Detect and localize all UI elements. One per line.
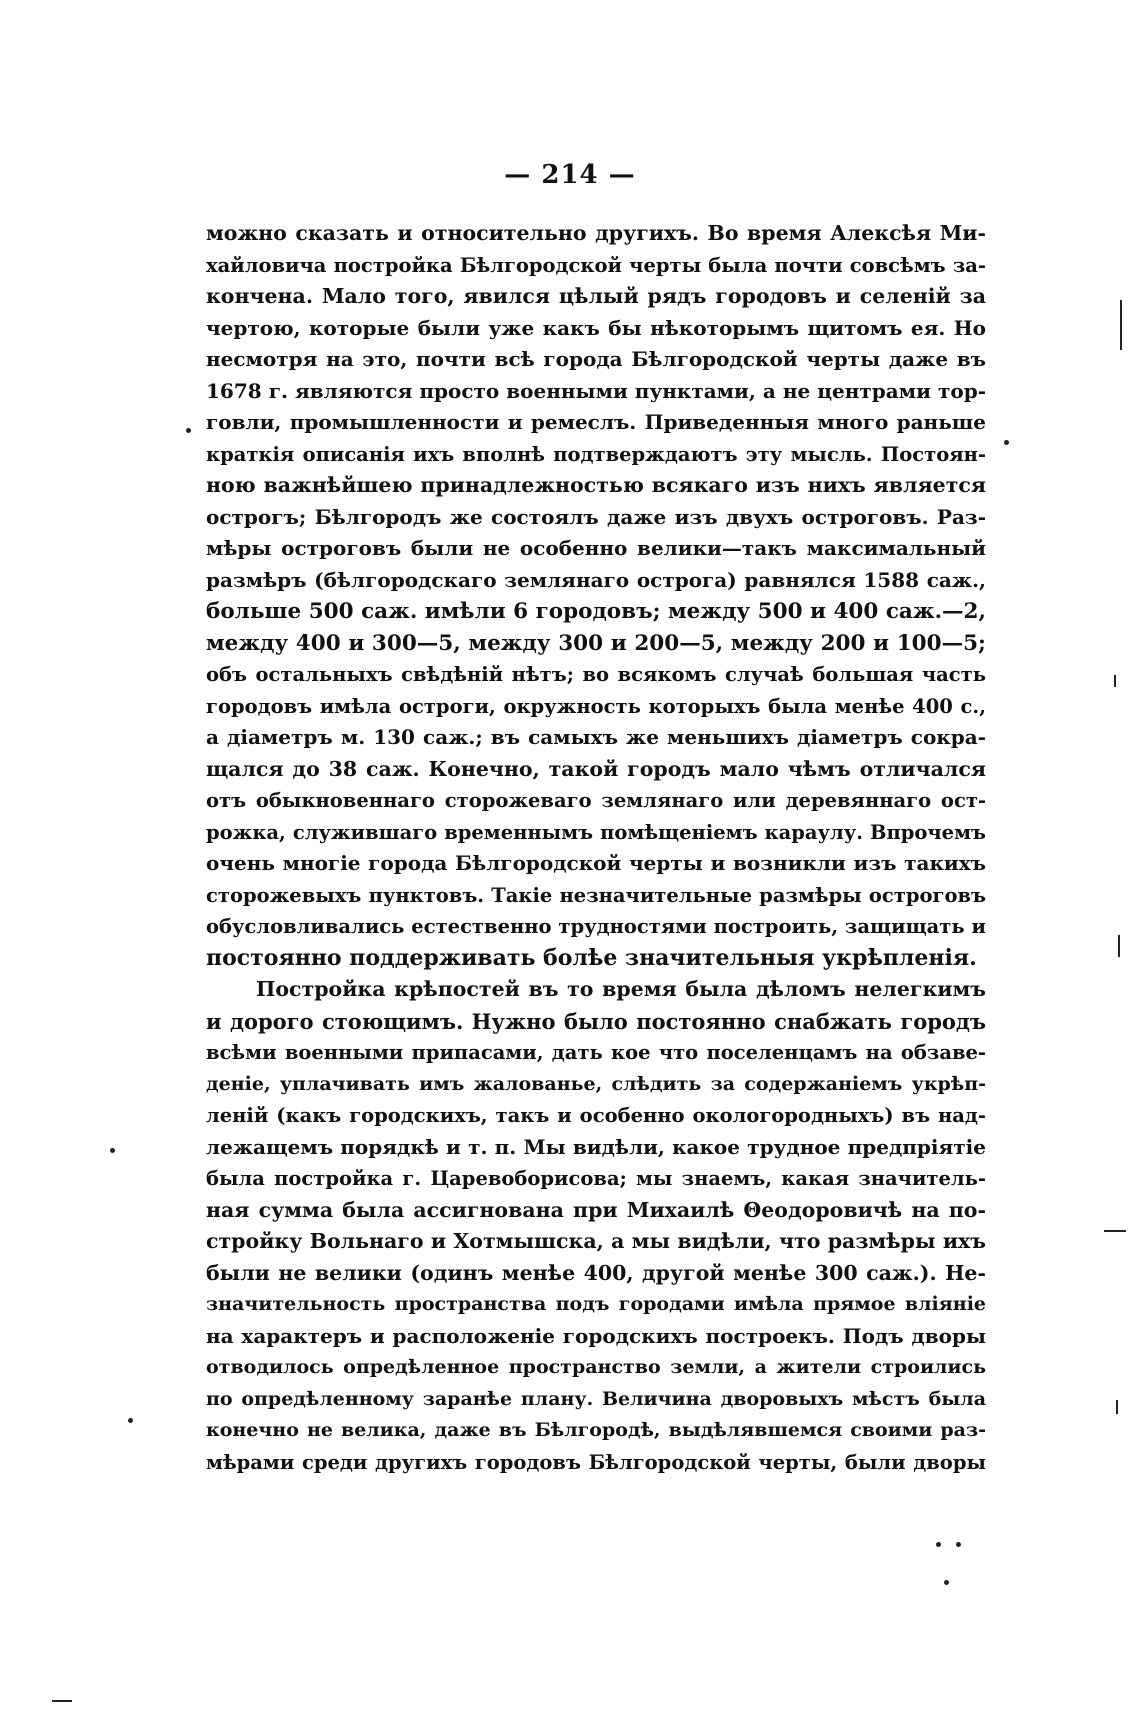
scan-artifact <box>1116 1400 1118 1414</box>
text-line: были не велики (одинъ менѣе 400, другой менѣе 300 саж.). Не- <box>206 1260 986 1285</box>
text-line: мѣры остроговъ были не особенно велики—такъ максимальный <box>206 536 986 560</box>
body-text <box>206 218 986 1478</box>
text-line: рожка, служившаго временнымъ помѣщеніемъ караулу. Впрочемъ <box>206 820 986 844</box>
text-line: а діаметръ м. 130 саж.; въ самыхъ же меньшихъ діаметръ сокра- <box>206 725 986 749</box>
text-line: на характеръ и расположеніе городскихъ построекъ. Подъ дворы <box>206 1323 986 1348</box>
text-line: отъ обыкновеннаго сторожеваго землянаго или деревяннаго ост- <box>206 789 986 812</box>
text-line: краткія описанія ихъ вполнѣ подтверждаютъ эту мысль. Постоян- <box>206 442 986 466</box>
text-line: можно сказать и относительно другихъ. Во время Алексѣя Ми- <box>206 221 986 245</box>
text-line: размѣръ (бѣлгородскаго землянаго острога) равнялся 1588 саж., <box>206 567 986 592</box>
scan-artifact <box>944 1580 949 1585</box>
scan-artifact <box>1114 675 1116 687</box>
text-line: мѣрами среди другихъ городовъ Бѣлгородской черты, были дворы <box>206 1450 986 1474</box>
text-line: значительность пространства подъ городами имѣла прямое вліяніе <box>206 1293 986 1315</box>
text-line: очень многіе города Бѣлгородской черты и возникли изъ такихъ <box>206 851 986 875</box>
page-number: — 214 — <box>504 160 636 190</box>
text-line: кончена. Мало того, явился цѣлый рядъ городовъ и селеній за <box>206 284 986 308</box>
text-line: объ остальныхъ свѣдѣній нѣтъ; во всякомъ случаѣ большая часть <box>206 663 986 686</box>
text-line: обусловливались естественно трудностями построить, защищать и <box>206 915 986 938</box>
paragraph-2 <box>206 974 986 1478</box>
text-line: лежащемъ порядкѣ и т. п. Мы видѣли, какое трудное предпріятіе <box>206 1134 986 1159</box>
text-line: щался до 38 саж. Конечно, такой городъ мало чѣмъ отличался <box>206 756 986 781</box>
scan-artifact <box>128 1418 133 1423</box>
text-line: между 400 и 300—5, между 300 и 200—5, между 200 и 100—5; <box>206 630 986 656</box>
text-line: Постройка крѣпостей въ то время была дѣломъ нелегкимъ <box>256 977 986 1001</box>
text-line: острогъ; Бѣлгородъ же состоялъ даже изъ двухъ остроговъ. Раз- <box>206 504 986 529</box>
scan-artifact <box>110 1148 115 1153</box>
scan-artifact <box>52 1700 72 1702</box>
text-line: конечно не велика, даже въ Бѣлгородѣ, выдѣлявшемся своими раз- <box>206 1419 986 1441</box>
text-line: ною важнѣйшею принадлежностью всякаго изъ нихъ является <box>206 473 986 497</box>
text-line: чертою, которые были уже какъ бы нѣкоторымъ щитомъ ея. Но <box>206 315 986 340</box>
scan-artifact <box>1118 935 1120 957</box>
text-line: говли, промышленности и ремеслъ. Приведенныя много раньше <box>206 410 986 434</box>
scan-artifact <box>936 1542 941 1547</box>
text-line: сторожевыхъ пунктовъ. Такіе незначительные размѣры остроговъ <box>206 883 986 907</box>
text-line: и дорого стоющимъ. Нужно было постоянно снабжать городъ <box>206 1008 986 1034</box>
text-line: постоянно поддерживать болѣе значительныя укрѣпленія. <box>206 944 977 971</box>
scan-artifact <box>1104 1230 1126 1232</box>
text-line: была постройка г. Царевоборисова; мы знаемъ, какая значитель- <box>206 1167 986 1190</box>
text-line: деніе, уплачивать имъ жалованье, слѣдить за содержаніемъ укрѣп- <box>206 1072 986 1095</box>
text-line: несмотря на это, почти всѣ города Бѣлгородской черты даже въ <box>206 347 986 371</box>
text-line: хайловича постройка Бѣлгородской черты была почти совсѣмъ за- <box>206 253 986 277</box>
scan-artifact <box>956 1542 961 1547</box>
scan-artifact <box>1120 300 1122 350</box>
text-line: отводилось опредѣленное пространство земли, а жители строились <box>206 1356 986 1378</box>
text-line: по опредѣленному заранѣе плану. Величина дворовыхъ мѣстъ была <box>206 1387 986 1410</box>
text-line: ная сумма была ассигнована при Михаилѣ Θеодоровичѣ на по- <box>206 1197 986 1222</box>
text-line: всѣми военными припасами, дать кое что поселенцамъ на обзаве- <box>206 1041 986 1064</box>
text-line: городовъ имѣла остроги, окружность которыхъ была менѣе 400 с., <box>206 694 986 718</box>
text-line: больше 500 саж. имѣли 6 городовъ; между 500 и 400 саж.—2, <box>206 599 986 624</box>
scan-artifact <box>186 428 191 433</box>
paragraph-1 <box>206 218 986 974</box>
text-line: леній (какъ городскихъ, такъ и особенно окологородныхъ) въ над- <box>206 1104 986 1127</box>
scan-artifact <box>1004 440 1009 445</box>
text-line: стройку Вольнаго и Хотмышска, а мы видѣли, что размѣры ихъ <box>206 1229 986 1253</box>
text-line: 1678 г. являются просто военными пунктами, а не центрами тор- <box>206 378 986 403</box>
